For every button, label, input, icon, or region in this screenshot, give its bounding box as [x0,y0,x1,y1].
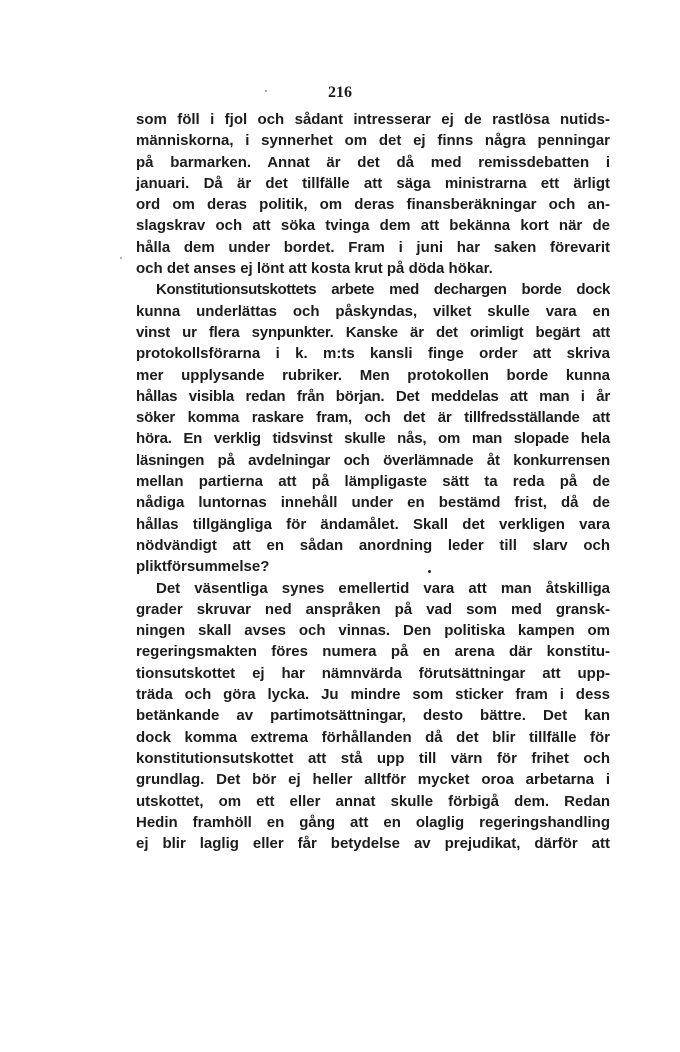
text-line: grader skruvar ned anspråken på vad som med gransk- [136,600,610,618]
page-number: 216 [328,84,352,101]
text-line: hållas tillgängliga för ändamålet. Skall det verkligen vara [136,515,610,533]
text-line: nådiga luntornas innehåll under en bestämd frist, då de [136,494,610,512]
paragraph-last-line: och det anses ej lönt att kosta krut på döda hökar. [136,260,493,278]
text-line: ningen skall avses och vinnas. Den politiska kampen om [136,622,610,640]
text-line: mellan partierna att på lämpligaste sätt ta reda på de [136,473,610,491]
text-line: utskottet, om ett eller annat skulle förbigå dem. Redan [136,792,610,810]
text-line: betänkande av partimotsättningar, desto bättre. Det kan [136,707,610,725]
text-line: nödvändigt att en sådan anordning leder till slarv och [136,536,610,554]
text-line: konstitutionsutskottet att stå upp till värn för frihet och [136,749,610,767]
text-line: Hedin framhöll en gång att en olaglig regeringshandling [136,813,610,831]
text-line: människorna, i synnerhet om det ej finns några penningar [136,132,610,150]
text-line: januari. Då är det tillfälle att säga ministrarna ett ärligt [136,174,610,192]
text-line: kunna underlättas och påskyndas, vilket skulle vara en [136,302,610,320]
text-line: vinst ur flera synpunkter. Kanske är det orimligt begärt att [136,323,610,341]
text-line: läsningen på avdelningar och överlämnade åt konkurrensen [136,451,610,469]
text-line: som föll i fjol och sådant intresserar ej de rastlösa nutids- [136,111,610,128]
paragraph-first-line: Konstitutionsutskottets arbete med dechargen borde dock [156,281,610,299]
text-line: hållas visibla redan från början. Det meddelas att man i år [136,387,610,405]
text-line: tionsutskottet ej har nämnvärda förutsättningar att upp- [136,664,610,682]
text-line: dock komma extrema förhållanden då det blir tillfälle för [136,728,610,746]
text-line: på barmarken. Annat är det då med remissdebatten i [136,153,610,171]
text-line: söker komma raskare fram, och det är tillfredsställande att [136,409,610,427]
print-speck [120,257,122,259]
text-line: ej blir laglig eller får betydelse av prejudikat, därför att [136,835,610,853]
text-line: ord om deras politik, om deras finansberäkningar och an- [136,196,610,214]
text-line: träda och göra lycka. Ju mindre som sticker fram i dess [136,686,610,704]
text-line: grundlag. Det bör ej heller alltför mycket oroa arbetarna i [136,771,610,789]
text-line: mer upplysande rubriker. Men protokollen borde kunna [136,366,610,384]
text-line: protokollsförarna i k. m:ts kansli finge order att skriva [136,345,610,363]
paragraph-first-line: Det väsentliga synes emellertid vara att man åtskilliga [156,579,610,597]
text-line: slagskrav och att söka tvinga dem att bekänna kort när de [136,217,610,235]
body-text [136,109,610,854]
text-line: regeringsmakten föres numera på en arena där konstitu- [136,643,610,661]
paragraph-last-line: pliktförsummelse? [136,558,270,576]
text-line: hålla dem under bordet. Fram i juni har saken förevarit [136,238,610,256]
text-line: höra. En verklig tidsvinst skulle nås, om man slopade hela [136,430,610,448]
